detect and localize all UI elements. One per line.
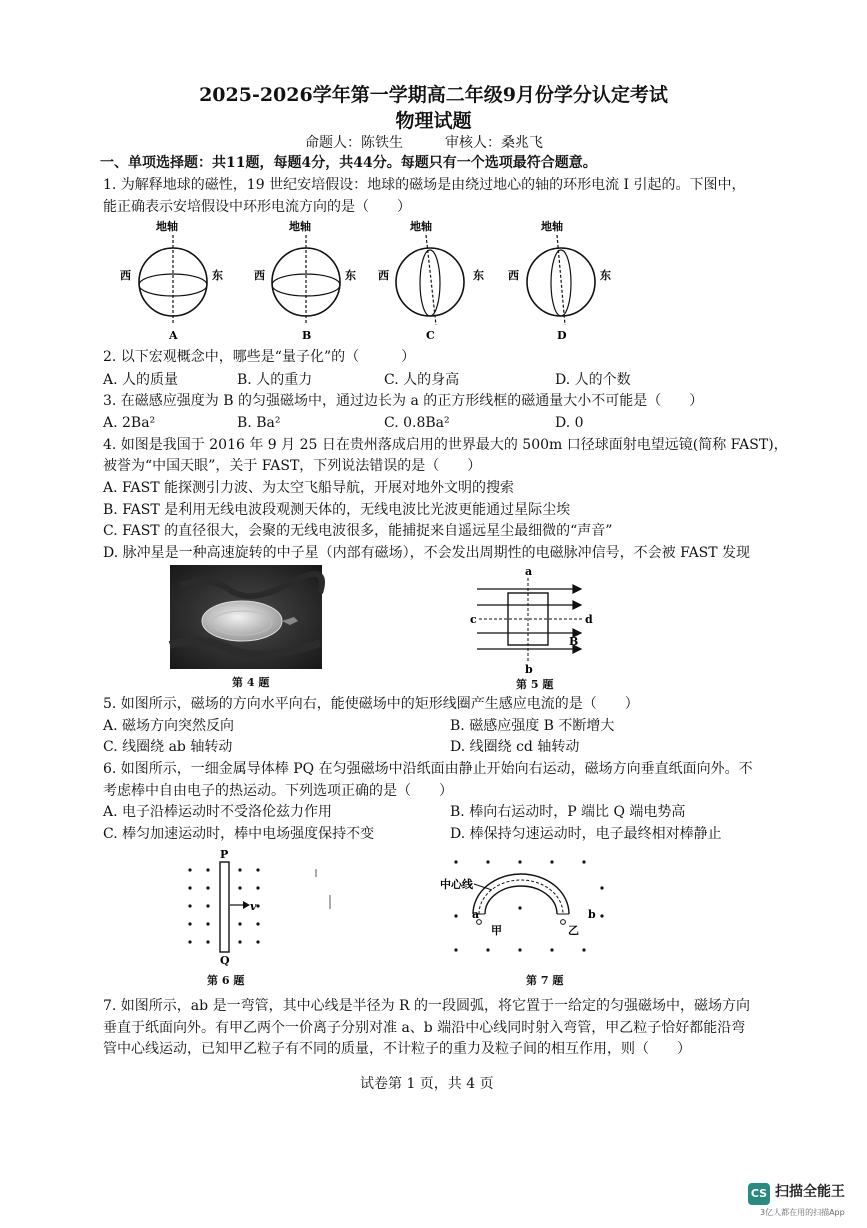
q1-stem-line2: 能正确表示安培假设中环形电流方向的是（ ） — [103, 199, 411, 215]
q5-option-b: B. 磁感应强度 B 不断增大 — [450, 718, 615, 734]
q7-stem-line1: 7. 如图所示，ab 是一弯管，其中心线是半径为 R 的一段圆弧，将它置于一给定的匀强磁场中，磁场方向 — [103, 998, 751, 1014]
q7-stem-line2: 垂直于纸面向外。有甲乙两个一价离子分别对准 a、b 端沿中心线同时射入弯管，甲乙粒子恰好都能沿弯 — [103, 1020, 746, 1036]
globe-c-west: 西 — [378, 269, 389, 282]
q1-globe-figures — [0, 215, 867, 345]
fig6-label-q: Q — [220, 954, 230, 967]
fig5-caption: 第 5 题 — [516, 678, 554, 691]
q5-option-d: D. 线圈绕 cd 轴转动 — [450, 739, 580, 755]
globe-c-east: 东 — [473, 269, 484, 282]
fig7-caption: 第 7 题 — [526, 974, 564, 987]
globe-a-east: 东 — [212, 269, 223, 282]
globe-a-west: 西 — [120, 269, 131, 282]
q6-option-a: A. 电子沿棒运动时不受洛伦兹力作用 — [103, 804, 333, 820]
fig7-label-a: a — [472, 908, 480, 921]
exam-title: 2025-2026学年第一学期高二年级9月份学分认定考试 — [199, 84, 668, 106]
exam-subtitle: 物理试题 — [395, 110, 472, 132]
option-a-label: A — [169, 329, 178, 342]
globe-d-east: 东 — [600, 269, 611, 282]
fig5-label-a: a — [525, 565, 533, 578]
fig5-label-b: b — [525, 663, 533, 676]
q2-option-c: C. 人的身高 — [384, 372, 460, 388]
fig6-caption: 第 6 题 — [207, 974, 245, 987]
q4-stem-line2: 被誉为“中国天眼”，关于 FAST，下列说法错误的是（ ） — [103, 458, 482, 474]
fig5-label-B: B — [569, 635, 579, 648]
globe-b-west: 西 — [254, 269, 265, 282]
globe-d-axis-label: 地轴 — [541, 220, 563, 233]
camscanner-app-name: 扫描全能王 — [775, 1184, 845, 1200]
q3-option-b: B. Ba² — [237, 415, 281, 431]
q2-option-d: D. 人的个数 — [555, 372, 631, 388]
q3-option-c: C. 0.8Ba² — [384, 415, 450, 431]
globe-b-axis-label: 地轴 — [289, 220, 311, 233]
fig7-center-line-label: 中心线 — [440, 878, 473, 891]
section-heading: 一、单项选择题：共11题，每题4分，共44分。每题只有一个选项最符合题意。 — [100, 155, 597, 171]
q7-stem-line3: 管中心线运动，已知甲乙粒子有不同的质量，不计粒子的重力及粒子间的相互作用，则（ ） — [103, 1041, 691, 1057]
q6-stem-line2: 考虑棒中自由电子的热运动。下列选项正确的是（ ） — [103, 783, 453, 799]
fig7-label-jia: 甲 — [491, 924, 502, 937]
fig7-diagram — [438, 848, 608, 968]
globe-d — [508, 219, 611, 342]
fig6-field-dots — [188, 868, 259, 943]
page-footer: 试卷第 1 页，共 4 页 — [360, 1076, 494, 1092]
camscanner-logo-icon: CS — [748, 1183, 770, 1205]
globe-d-west: 西 — [508, 269, 519, 282]
fig4-caption: 第 4 题 — [232, 676, 270, 689]
globe-b — [254, 219, 356, 342]
option-c-label: C — [426, 329, 435, 342]
fast-photo — [170, 565, 322, 669]
scan-marks — [310, 865, 340, 915]
fig5-label-d: d — [585, 613, 593, 626]
q3-option-d: D. 0 — [555, 415, 584, 431]
q4-option-c: C. FAST 的直径很大，会聚的无线电波很多，能捕捉来自遥远星尘最细微的“声音” — [103, 523, 613, 539]
globe-a-axis-label: 地轴 — [156, 220, 178, 233]
fig6-diagram — [180, 848, 280, 968]
q5-stem: 5. 如图所示，磁场的方向水平向右，能使磁场中的矩形线圈产生感应电流的是（ ） — [103, 696, 639, 712]
q2-option-b: B. 人的重力 — [237, 372, 313, 388]
fig5-diagram — [465, 563, 595, 675]
option-b-label: B — [302, 329, 312, 342]
q4-option-d: D. 脉冲星是一种高速旋转的中子星（内部有磁场），不会发出周期性的电磁脉冲信号，不会被 FAST 发现 — [103, 545, 751, 561]
q4-option-b: B. FAST 是利用无线电波段观测天体的，无线电波比光波更能通过星际尘埃 — [103, 502, 571, 518]
q6-option-b: B. 棒向右运动时，P 端比 Q 端电势高 — [450, 804, 686, 820]
globe-b-east: 东 — [345, 269, 356, 282]
fig7-label-b: b — [588, 908, 596, 921]
q3-stem: 3. 在磁感应强度为 B 的匀强磁场中，通过边长为 a 的正方形线框的磁通量大小不可能是（ ） — [103, 393, 704, 409]
q4-stem-line1: 4. 如图是我国于 2016 年 9 月 25 日在贵州落成启用的世界最大的 500m 口径球面射电望远镜(简称 FAST)， — [103, 437, 788, 453]
camscanner-tagline: 3亿人都在用的扫描App — [760, 1208, 845, 1217]
q6-option-d: D. 棒保持匀速运动时，电子最终相对棒静止 — [450, 826, 722, 842]
q3-option-a: A. 2Ba² — [103, 415, 156, 431]
authors-line: 命题人：陈铁生 审核人：桑兆飞 — [305, 135, 543, 151]
globe-a — [120, 219, 223, 342]
fig5-label-c: c — [470, 613, 477, 626]
q2-stem: 2. 以下宏观概念中，哪些是“量子化”的（ ） — [103, 349, 416, 365]
q6-option-c: C. 棒匀加速运动时，棒中电场强度保持不变 — [103, 826, 375, 842]
q4-option-a: A. FAST 能探测引力波、为太空飞船导航，开展对地外文明的搜索 — [103, 480, 514, 496]
option-d-label: D — [557, 329, 567, 342]
q5-option-a: A. 磁场方向突然反向 — [103, 718, 235, 734]
globe-c — [378, 219, 484, 342]
q6-stem-line1: 6. 如图所示，一细金属导体棒 PQ 在匀强磁场中沿纸面由静止开始向右运动，磁场方向垂直纸面向外。不 — [103, 761, 753, 777]
fig6-label-p: P — [220, 848, 229, 861]
q2-option-a: A. 人的质量 — [103, 372, 179, 388]
fig6-label-v: v — [250, 900, 257, 913]
q1-stem-line1: 1. 为解释地球的磁性，19 世纪安培假设：地球的磁场是由绕过地心的轴的环形电流 I 引起的。下图中， — [103, 177, 746, 193]
globe-c-axis-label: 地轴 — [410, 220, 432, 233]
q5-option-c: C. 线圈绕 ab 轴转动 — [103, 739, 233, 755]
fig7-label-yi: 乙 — [568, 924, 579, 937]
